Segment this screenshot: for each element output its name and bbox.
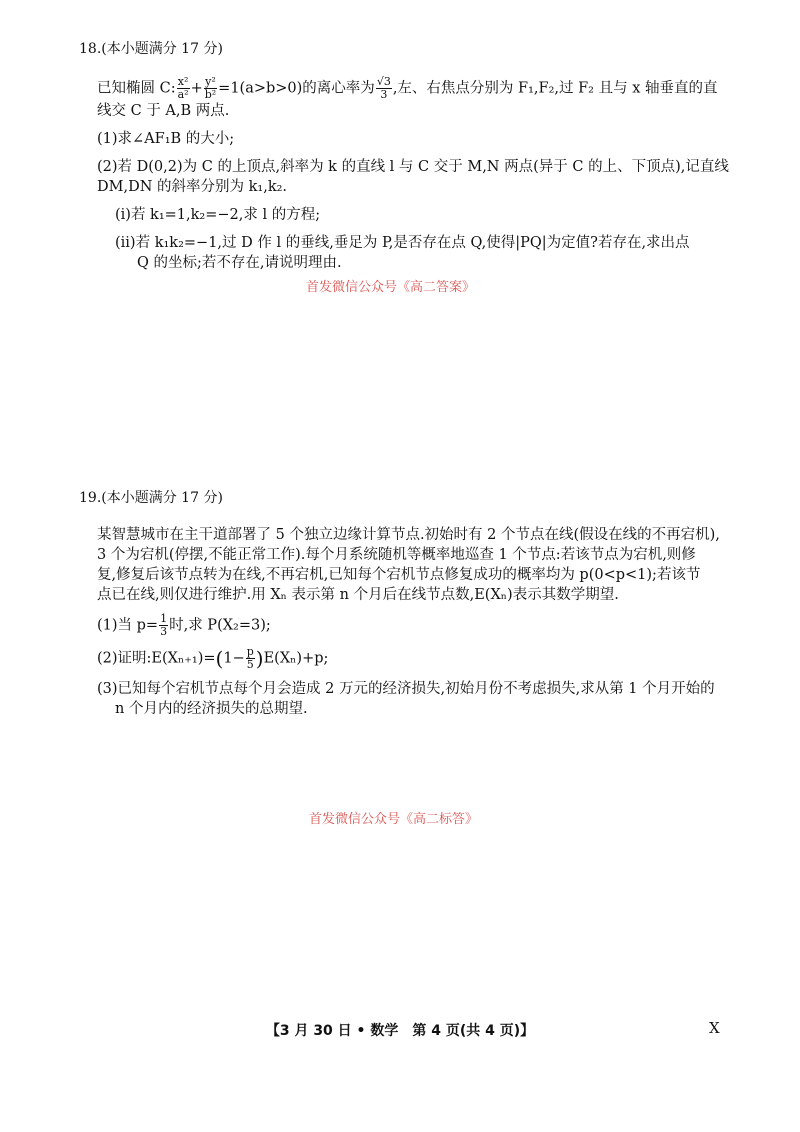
ellipse-x-fraction: $\frac{\text{x²}}{\text{a²}}$ — [177, 75, 189, 101]
problem-19-stem-line3: 复,修复后该节点转为在线,不再宕机,已知每个宕机节点修复成功的概率均为 p(0<p<1);若该节 — [97, 567, 701, 583]
problem-19 — [79, 487, 729, 719]
ellipse-y-fraction: $\frac{\text{y²}}{\text{b²}}$ — [204, 75, 217, 101]
problem-18-stem: 已知椭圆 C: $\frac{\text{x²}}{\text{a²}}$ + $\frac{\text{y²}}{\text{b²}}$ =1(a>b>0)的离心率为 $\frac{√3}{3}$ ,左、右焦点分别为 F₁,F₂,过 F₂ 且与 x 轴垂直的直 — [97, 75, 718, 101]
problem-18-heading: 18.(本小题满分 17 分) — [79, 41, 223, 57]
watermark-1: 首发微信公众号《高二答案》 — [306, 280, 476, 295]
problem-19-stem-line1: 某智慧城市在主干道部署了 5 个独立边缘计算节点.初始时有 2 个节点在线(假设在线的不再宕机), — [97, 527, 720, 543]
watermark-2: 首发微信公众号《高二标答》 — [309, 812, 479, 827]
p-value-fraction: $\frac{1}{3}$ — [160, 612, 168, 638]
problem-18-part2-line1: (2)若 D(0,2)为 C 的上顶点,斜率为 k 的直线 l 与 C 交于 M,N 两点(异于 C 的上、下顶点),记直线 — [97, 159, 729, 175]
problem-18-stem-line2: 线交 C 于 A,B 两点. — [97, 103, 230, 119]
page-footer: 【3 月 30 日 • 数学 第 4 页(共 4 页)】 — [265, 1023, 535, 1039]
problem-19-heading: 19.(本小题满分 17 分) — [79, 490, 223, 506]
footer-version-letter: X — [709, 1019, 720, 1037]
p-over-5-fraction: $\frac{p}{5}$ — [246, 645, 254, 671]
problem-18-part2-line2: DM,DN 的斜率分别为 k₁,k₂. — [97, 179, 288, 195]
problem-18 — [79, 38, 729, 273]
problem-18-part2-ii-line2: Q 的坐标;若不存在,请说明理由. — [137, 255, 342, 271]
problem-19-part1: (1)当 p= $\frac{1}{3}$ 时,求 P(X₂=3); — [97, 612, 271, 638]
problem-18-part2-i: (ⅰ)若 k₁=1,k₂=−2,求 l 的方程; — [115, 207, 321, 223]
eccentricity-fraction: $\frac{√3}{3}$ — [376, 75, 391, 101]
problem-19-part3-line1: (3)已知每个宕机节点每个月会造成 2 万元的经济损失,初始月份不考虑损失,求从第 1 个月开始的 — [97, 681, 715, 697]
problem-19-stem-line4: 点已在线,则仅进行维护.用 Xₙ 表示第 n 个月后在线节点数,E(Xₙ)表示其数学期望. — [97, 587, 619, 603]
problem-18-part1: (1)求∠AF₁B 的大小; — [97, 131, 235, 147]
problem-19-stem-line2: 3 个为宕机(停摆,不能正常工作).每个月系统随机等概率地巡查 1 个节点:若该节点为宕机,则修 — [97, 547, 696, 563]
problem-19-part2: (2)证明:E(Xₙ₊₁)=(1− $\frac{p}{5}$ )E(Xₙ)+p; — [97, 645, 329, 671]
problem-19-part3-line2: n 个月内的经济损失的总期望. — [115, 701, 308, 717]
problem-18-part2-ii-line1: (ⅱ)若 k₁k₂=−1,过 D 作 l 的垂线,垂足为 P,是否存在点 Q,使得|PQ|为定值?若存在,求出点 — [115, 235, 690, 251]
